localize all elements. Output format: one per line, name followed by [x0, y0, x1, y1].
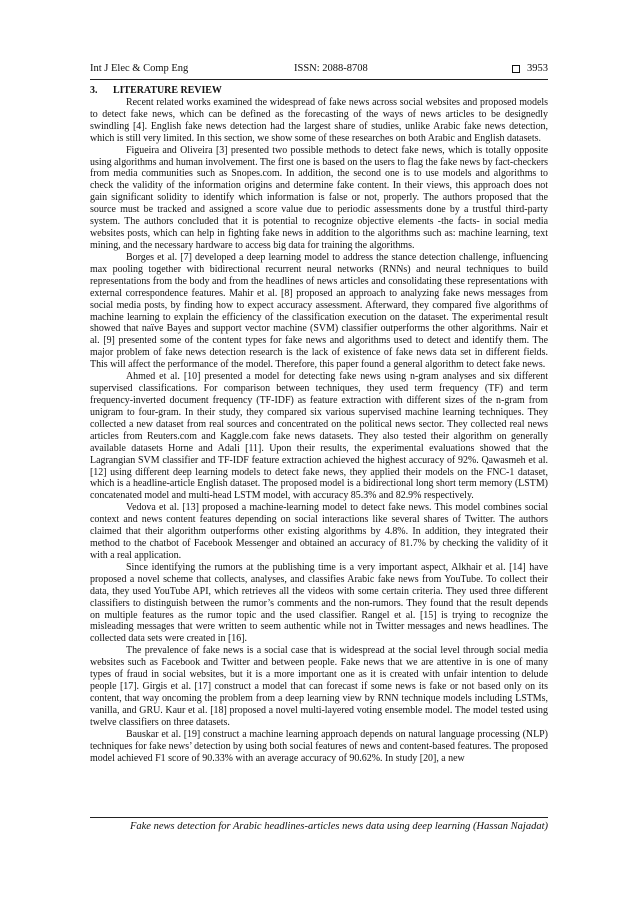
- square-icon: [512, 65, 520, 73]
- paragraph: Bauskar et al. [19] construct a machine learning approach depends on natural language processing (NLP) techniques for fake news’ detection by using both social features of news and content-based features. The proposed model achieved F1 score of 90.33% with an average accuracy of 90.62%. In study [20], a new: [90, 728, 548, 764]
- journal-name: Int J Elec & Comp Eng: [90, 63, 189, 74]
- issn: ISSN: 2088-8708: [294, 63, 368, 74]
- running-footer: Fake news detection for Arabic headlines-articles news data using deep learning (Hassan Najadat): [129, 821, 548, 832]
- page-number-group: [512, 62, 548, 76]
- page-header: [90, 62, 548, 76]
- footer-rule: [90, 817, 548, 818]
- paragraph: Ahmed et al. [10] presented a model for detecting fake news using n-gram analyses and six different supervised classifications. For comparison between techniques, they used term frequency (TF) and term frequency-inverted document frequency (TF-IDF) as feature extraction with different sizes of the n-gram from unigram to four-gram. In their study, they compared six various supervised machine learning techniques. They collected a new dataset from real sources and concentrated on the political news sector. They collected real news articles from Reuters.com and Kaggle.com fake news datasets. They also tested their algorithm on generally available datasets Horne and Adali [11]. Upon their results, the experimental evaluations showed that the Lagrangian SVM classifier and TF-IDF feature extraction achieved the highest accuracy of 92%. Qawasmeh et al. [12] using different deep learning models to detect fake news, they applied their models on the FNC-1 dataset, which is a headline-article English dataset. The proposed model is a bidirectional long short term memory (LSTM) concatenated model and multi-head LSTM model, with accuracy 85.3% and 82.9% respectively.: [90, 371, 548, 502]
- paragraph: The prevalence of fake news is a social case that is widespread at the social level through social media websites such as Facebook and Twitter and between people. Fake news that we are attentive in is one of many types of fraud in social websites, but it is a more important one as it is created with unfair intention to delude people [17]. Girgis et al. [17] construct a model that can forecast if some news is fake or not based only on its content, that way oncoming the problem from a deep learning view by RNN technique models including LSTMs, vanilla, and GRU. Kaur et al. [18] proposed a novel multi-layered voting ensemble model. The model tested using twelve classifiers on three datasets.: [90, 645, 548, 728]
- paragraph: Since identifying the rumors at the publishing time is a very important aspect, Alkhair et al. [14] have proposed a novel scheme that collects, analyses, and classifies Arabic fake news from YouTube. To collect their data, they used YouTube API, which retrieves all the videos with some certain criteria. They used three different classifiers to distinguish between the rumor’s comments and the non-rumors. They found that the result depends on multiple features as the rumor topic and the used classifier. Rangel et al. [15] is trying to recognize the misleading messages that were written to seem authentic while not in Twitter messages and news headlines. The collected data sets were created in [16].: [90, 561, 548, 645]
- paragraph: Vedova et al. [13] proposed a machine-learning model to detect fake news. This model combines social context and news content features depending on social interactions like several shares of Twitter. The authors claimed that their algorithm outperforms other existing algorithms by 4.8%. In addition, they integrated their method to the chatbot of Facebook Messenger and obtained an accuracy of 81.7% by checking the validity of it with a real application.: [90, 502, 548, 561]
- section-number: 3.: [90, 85, 98, 96]
- paragraph: Figueira and Oliveira [3] presented two possible methods to detect fake news, which is totally opposite using algorithms and human involvement. The first one is based on the users to flag the fake news by fact-checkers from media communities such as Snopes.com. In addition, the second one is to use models and algorithms to check the validity of the information origins and determine fake content. In their views, this approach does not gain significant solidity to identify which information is false or not, properly. The authors proposed that the source must be tracked and assigned a score value due to periodic assessments done by a trustful third-party system. The authors concluded that it is potential to recognize objective elements -the facts- in social media websites posts, which can help in fighting fake news in addition to the algorithms such as: machine learning, text mining, and the necessary hardware to access big data for training the algorithms.: [90, 144, 548, 251]
- header-rule: [90, 79, 548, 80]
- paragraph: Borges et al. [7] developed a deep learning model to address the stance detection challenge, influencing max pooling together with bidirectional recurrent neural networks (RNNs) and neural techniques to build representations from the body and from the headlines of news articles and consolidating these representations with external correspondence features. Mahir et al. [8] proposed an approach to analyzing fake news messages from social media posts, by finding how to expect accuracy assessment. Afterward, they compared five algorithms of machine learning to explain the efficiency of the classification execution on the dataset. The experimental result showed that naïve Bayes and support vector machine (SVM) classifier outperforms the other algorithms. Nair et al. [9] presented some of the content types for fake news and algorithms used to detect and identify them. The major problem of fake news detection research is the lack of existence of fake news data set in different fields. This will affect the performance of the model. Therefore, this paper found a general algorithm to detect fake news.: [90, 251, 548, 371]
- paragraph: Recent related works examined the widespread of fake news across social websites and proposed models to detect fake news, which can be defined as the forecasting of the ways of news articles to be designedly swindling [4]. English fake news detection had the largest share of studies, unlike Arabic fake news detection, which is still very limited. In this section, we show some of these researches on both Arabic and English datasets.: [90, 96, 548, 144]
- section-heading: [90, 85, 548, 97]
- section-title: LITERATURE REVIEW: [113, 85, 222, 96]
- body-text: [90, 85, 548, 765]
- page-number: 3953: [527, 63, 548, 74]
